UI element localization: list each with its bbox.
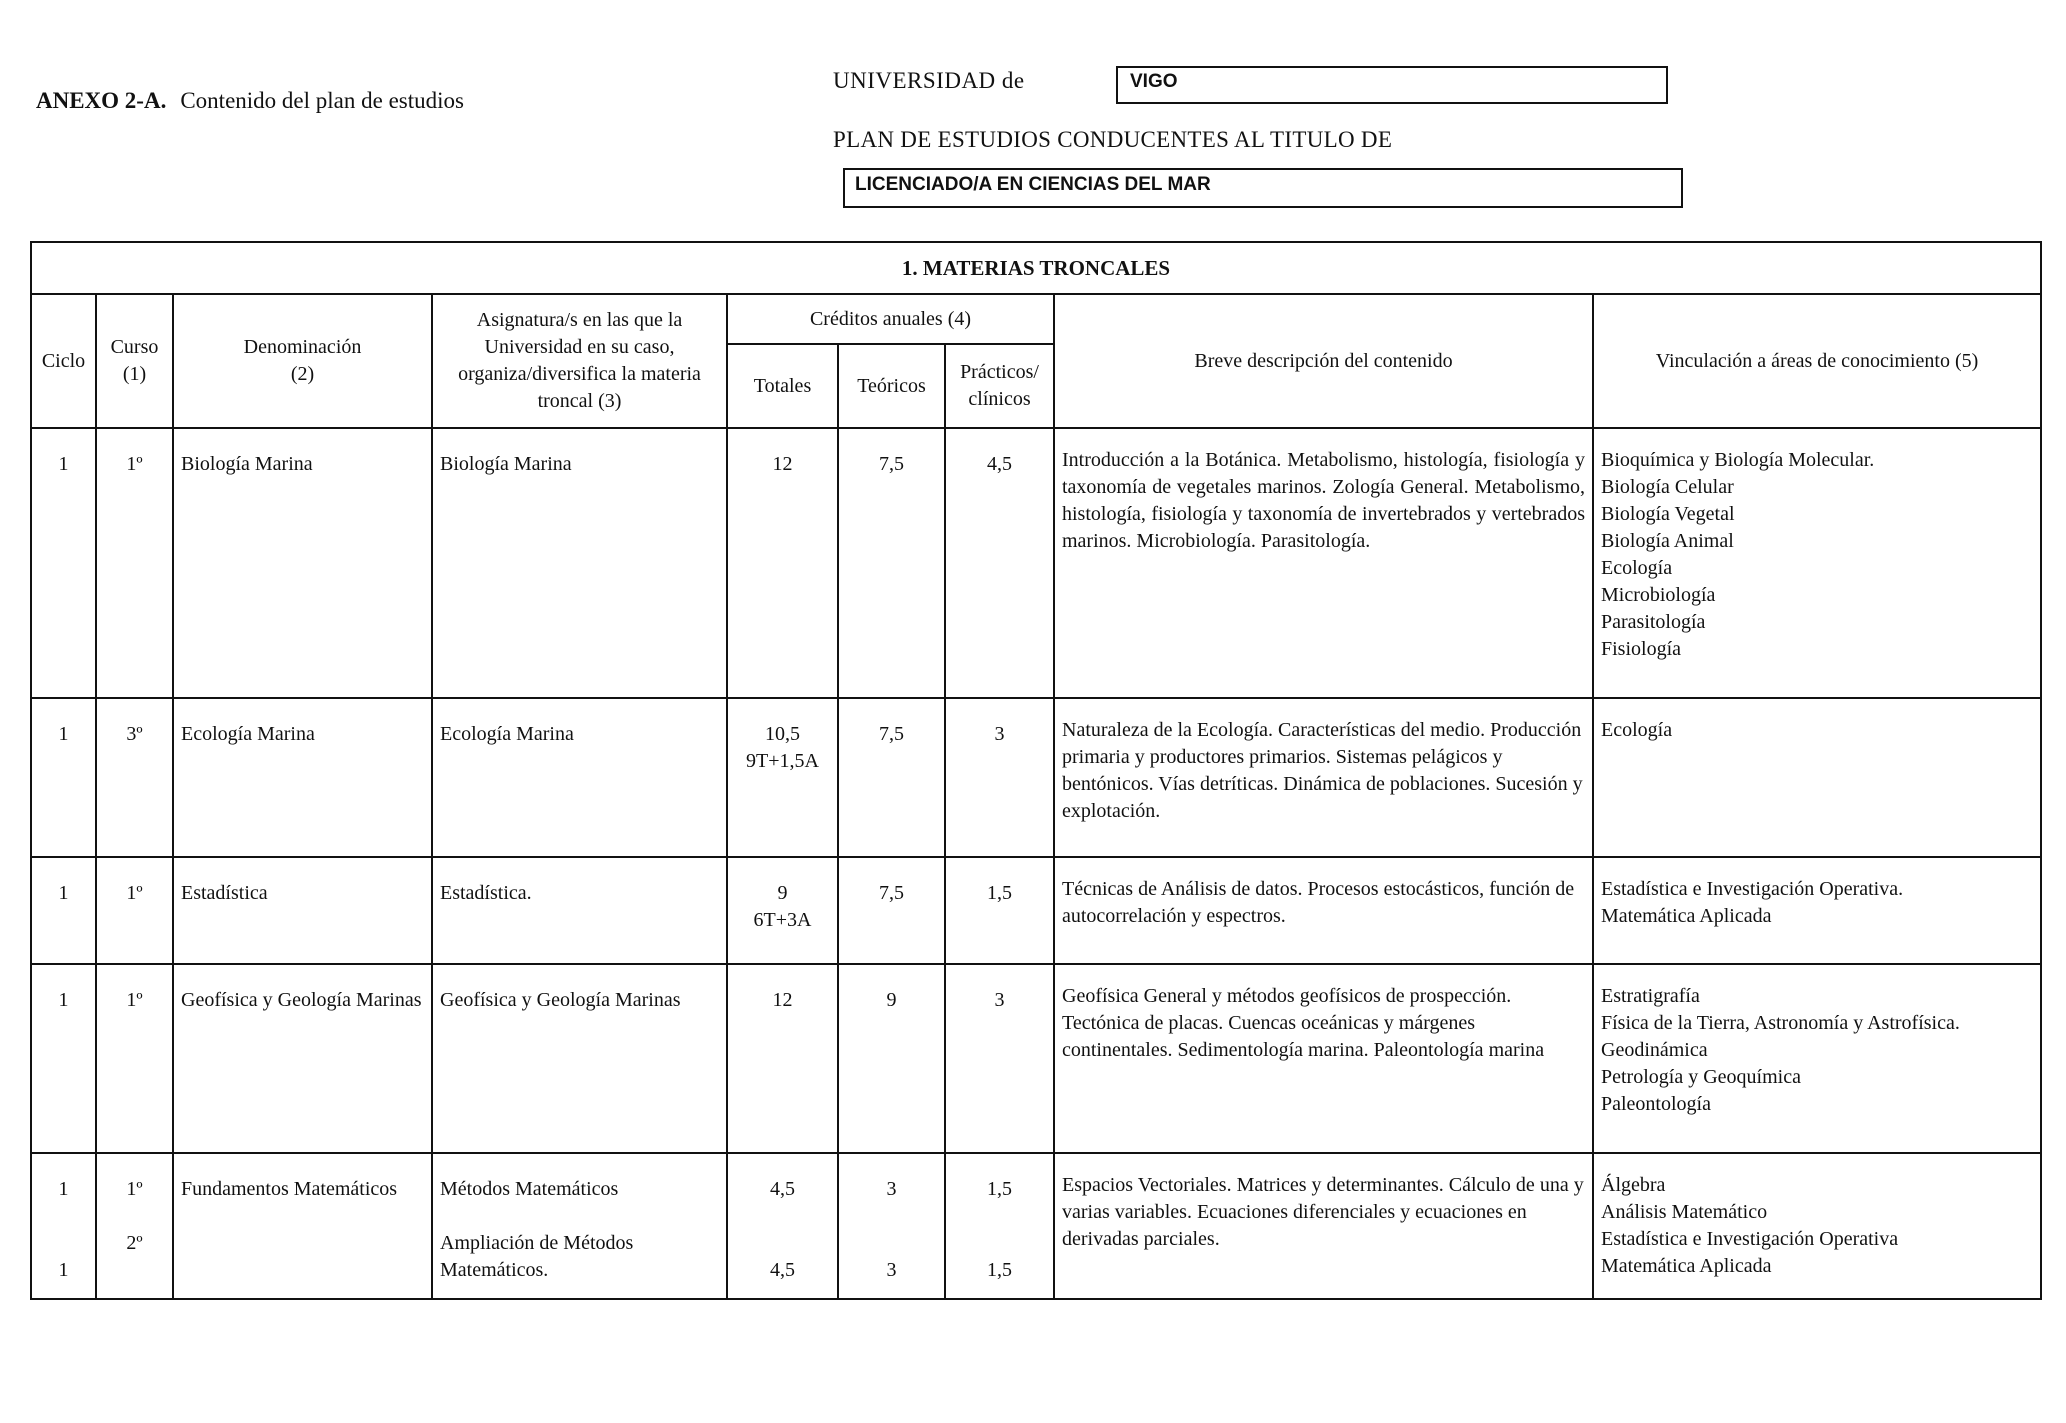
area-item: Álgebra	[1601, 1174, 1666, 1196]
areas-cell	[1594, 858, 2040, 930]
area-item: Petrología y Geoquímica	[1601, 1066, 1801, 1088]
plan-label: PLAN DE ESTUDIOS CONDUCENTES AL TITULO DE	[833, 127, 1393, 152]
annex-text: Contenido del plan de estudios	[180, 88, 464, 113]
table-row	[31, 1153, 2041, 1299]
practicos-cell: 1,5 1,5	[987, 1178, 1012, 1281]
area-item: Física de la Tierra, Astronomía y Astrofísica.	[1601, 1012, 1960, 1034]
practicos-cell: 1,5	[987, 882, 1012, 904]
curso-cell: 3º	[126, 723, 143, 745]
col-creditos: Créditos anuales (4)	[727, 294, 1054, 344]
subjects-table	[30, 241, 2042, 1300]
area-item: Análisis Matemático	[1601, 1201, 1768, 1223]
descripcion-cell: Espacios Vectoriales. Matrices y determinantes. Cálculo de una y varias variables. Ecuaciones diferenciales y ecuaciones en derivadas parciales.	[1062, 1174, 1584, 1250]
ciclo-cell: 1 1	[58, 1178, 69, 1281]
descripcion-cell: Técnicas de Análisis de datos. Procesos estocásticos, función de autocorrelación y espectros.	[1062, 878, 1575, 927]
denominacion-cell: Geofísica y Geología Marinas	[181, 989, 422, 1011]
col-ciclo: Ciclo	[31, 294, 96, 428]
area-item: Estadística e Investigación Operativa	[1601, 1228, 1899, 1250]
area-item: Estratigrafía	[1601, 985, 1700, 1007]
annex-heading	[36, 88, 464, 114]
denominacion-cell: Ecología Marina	[181, 723, 315, 745]
descripcion-cell: Naturaleza de la Ecología. Características del medio. Producción primaria y productores primarios. Sistemas pelágicos y bentónicos. Vías detríticas. Dinámica de poblaciones. Sucesión y explotación.	[1062, 719, 1583, 822]
area-item: Paleontología	[1601, 1093, 1711, 1115]
area-item: Geodinámica	[1601, 1039, 1708, 1061]
col-totales: Totales	[727, 344, 838, 428]
area-item: Estadística e Investigación Operativa.	[1601, 878, 1904, 900]
areas-cell	[1594, 699, 2040, 744]
asignatura-cell: Biología Marina	[440, 453, 572, 475]
ciclo-cell: 1	[58, 453, 69, 475]
area-item: Microbiología	[1601, 584, 1716, 606]
ciclo-cell: 1	[58, 989, 69, 1011]
denominacion-cell: Fundamentos Matemáticos	[181, 1178, 398, 1200]
descripcion-cell: Geofísica General y métodos geofísicos de prospección. Tectónica de placas. Cuencas oceánicas y márgenes continentales. Sedimentología marina. Paleontología marina	[1062, 985, 1545, 1061]
areas-cell	[1594, 1154, 2040, 1280]
teoricos-cell: 7,5	[879, 882, 904, 904]
annex-label: ANEXO 2-A.	[36, 88, 167, 113]
area-item: Fisiología	[1601, 638, 1682, 660]
col-asignatura: Asignatura/s en las que la Universidad en su caso, organiza/diversifica la materia troncal (3)	[432, 294, 727, 428]
area-item: Matemática Aplicada	[1601, 905, 1772, 927]
table-row	[31, 698, 2041, 857]
col-vinculacion: Vinculación a áreas de conocimiento (5)	[1593, 294, 2041, 428]
curso-cell: 1º	[126, 989, 143, 1011]
totales-cell: 12	[772, 453, 793, 475]
area-item: Ecología	[1601, 719, 1673, 741]
teoricos-cell: 7,5	[879, 723, 904, 745]
totales-cell: 10,5 9T+1,5A	[746, 723, 819, 772]
ciclo-cell: 1	[58, 723, 69, 745]
area-item: Matemática Aplicada	[1601, 1255, 1772, 1277]
ciclo-cell: 1	[58, 882, 69, 904]
area-item: Biología Celular	[1601, 476, 1734, 498]
practicos-cell: 3	[994, 723, 1005, 745]
teoricos-cell: 3 3	[886, 1178, 897, 1281]
areas-cell	[1594, 965, 2040, 1118]
degree-title-value: LICENCIADO/A EN CIENCIAS DEL MAR	[855, 174, 1211, 195]
table-caption: 1. MATERIAS TRONCALES	[31, 242, 2041, 294]
col-denominacion: Denominación (2)	[173, 294, 432, 428]
totales-cell: 9 6T+3A	[753, 882, 812, 931]
teoricos-cell: 7,5	[879, 453, 904, 475]
degree-title-box	[843, 168, 1683, 208]
denominacion-cell: Estadística	[181, 882, 268, 904]
practicos-cell: 3	[994, 989, 1005, 1011]
area-item: Parasitología	[1601, 611, 1706, 633]
col-practicos: Prácticos/ clínicos	[945, 344, 1054, 428]
asignatura-cell: Estadística.	[440, 882, 532, 904]
table-row	[31, 964, 2041, 1153]
asignatura-cell: Ecología Marina	[440, 723, 574, 745]
area-item: Bioquímica y Biología Molecular.	[1601, 449, 1875, 471]
table-row	[31, 857, 2041, 964]
table-row	[31, 428, 2041, 698]
area-item: Ecología	[1601, 557, 1673, 579]
practicos-cell: 4,5	[987, 453, 1012, 475]
asignatura-cell: Geofísica y Geología Marinas	[440, 989, 681, 1011]
col-descripcion: Breve descripción del contenido	[1054, 294, 1593, 428]
denominacion-cell: Biología Marina	[181, 453, 313, 475]
curso-cell: 1º	[126, 453, 143, 475]
asignatura-cell: Métodos Matemáticos Ampliación de Métodos Matemáticos.	[440, 1178, 634, 1281]
curso-cell: 1º	[126, 882, 143, 904]
area-item: Biología Animal	[1601, 530, 1734, 552]
totales-cell: 4,5 4,5	[770, 1178, 795, 1281]
curso-cell: 1º 2º	[126, 1178, 143, 1254]
teoricos-cell: 9	[886, 989, 897, 1011]
area-item: Biología Vegetal	[1601, 503, 1735, 525]
col-teoricos: Teóricos	[838, 344, 945, 428]
university-value: VIGO	[1130, 71, 1178, 92]
university-label: UNIVERSIDAD de	[833, 68, 1025, 93]
col-curso: Curso (1)	[96, 294, 173, 428]
totales-cell: 12	[772, 989, 793, 1011]
descripcion-cell: Introducción a la Botánica. Metabolismo, histología, fisiología y taxonomía de vegetales marinos. Zología General. Metabolismo, histología, fisiología y taxonomía de invertebrados y vertebrados marinos. Microbiología. Parasitología.	[1062, 449, 1585, 552]
university-box	[1116, 66, 1668, 104]
areas-cell	[1594, 429, 2040, 663]
